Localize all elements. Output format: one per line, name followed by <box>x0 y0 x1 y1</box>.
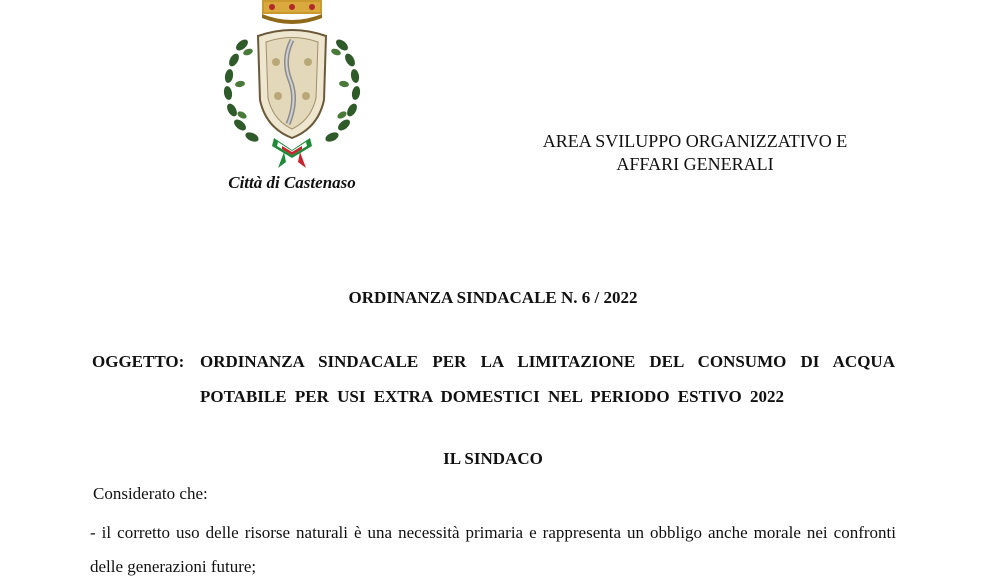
authority-heading: IL SINDACO <box>443 449 543 468</box>
laurel-left-icon <box>223 37 260 143</box>
paragraph: - il corretto uso delle risorse naturali è una necessità primaria e rappresenta un obbligo anche morale nei confronti delle generazioni future; <box>90 523 896 576</box>
crown-icon <box>262 0 322 24</box>
coat-of-arms-icon <box>212 0 372 175</box>
subject-block <box>92 344 895 414</box>
department-line-2: AFFARI GENERALI <box>616 154 774 174</box>
city-name: Città di Castenaso <box>228 173 356 192</box>
department-heading <box>495 130 895 176</box>
ordinance-title: ORDINANZA SINDACALE N. 6 / 2022 <box>348 288 638 307</box>
shield-icon <box>258 30 326 138</box>
considered-heading: Considerato che: <box>93 484 208 503</box>
tricolor-ribbon-icon <box>272 138 312 168</box>
subject-text: ORDINANZA SINDACALE PER LA LIMITAZIONE DEL CONSUMO DI ACQUA POTABILE PER USI EXTRA DOMESTICI NEL PERIODO ESTIVO 2022 <box>200 352 895 406</box>
laurel-right-icon <box>324 37 361 143</box>
subject-label: OGGETTO: <box>92 352 185 371</box>
department-line-1: AREA SVILUPPO ORGANIZZATIVO E <box>542 131 848 151</box>
